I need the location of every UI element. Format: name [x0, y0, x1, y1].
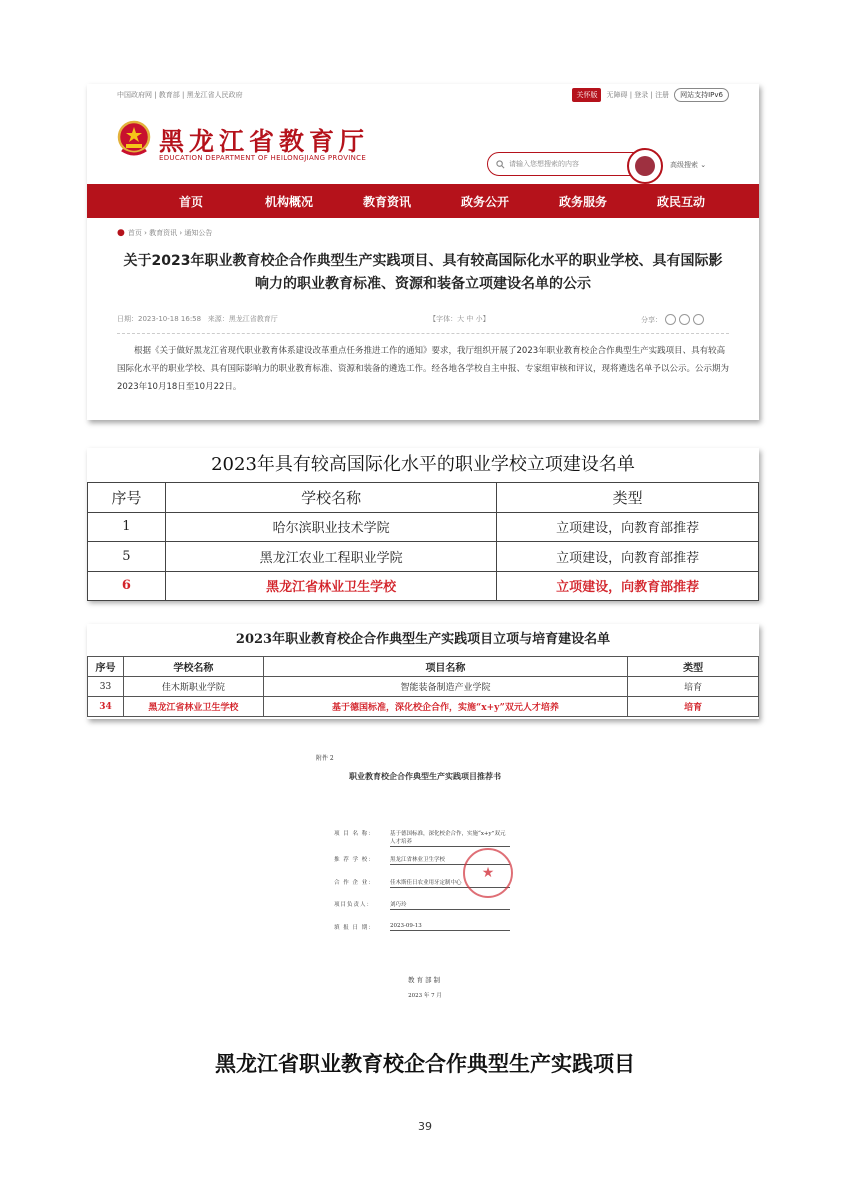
share-label: 分享： [640, 315, 662, 324]
field-label: 填 报 日 期： [334, 925, 375, 931]
official-seal-icon: ★ [463, 848, 513, 898]
field-value: 2023-09-13 [390, 923, 510, 931]
row-type: 培育 [628, 697, 759, 717]
table2-header: 项目名称 [263, 657, 627, 677]
table1-header: 学校名称 [165, 483, 496, 513]
school-name: 黑龙江省林业卫生学校 [165, 571, 496, 601]
table-row [88, 512, 759, 542]
table2-title: 2023年职业教育校企合作典型生产实践项目立项与培育建设名单 [235, 632, 611, 647]
site-title: 黑龙江省教育厅 [159, 127, 370, 156]
nav-services[interactable]: 政务服务 [558, 194, 607, 209]
search-placeholder: 请输入您想搜索的内容 [509, 160, 579, 168]
table2-header-row [88, 657, 759, 677]
field-value: 黑龙江省林业卫生学校 [390, 855, 510, 865]
row-number: 34 [88, 697, 124, 717]
nav-gov-affairs[interactable]: 政务公开 [460, 194, 509, 209]
project-name: 智能装备制造产业学院 [263, 677, 627, 697]
share-bar [641, 314, 704, 325]
row-type: 立项建设，向教育部推荐 [497, 542, 759, 572]
share-weibo-icon[interactable] [679, 314, 690, 325]
figure-caption: 黑龙江省职业教育校企合作典型生产实践项目 [215, 1052, 635, 1076]
search-icon [496, 160, 505, 169]
table1-header: 类型 [497, 483, 759, 513]
table2-header: 学校名称 [123, 657, 263, 677]
row-number: 1 [88, 512, 166, 542]
field-value: 基于德国标准，深化校企合作，实施“x+y”双元人才培养 [390, 829, 510, 847]
font-size-selector[interactable]: 【字体：大 中 小】 [429, 315, 490, 323]
form-title: 职业教育校企合作典型生产实践项目推荐书 [349, 771, 501, 781]
row-number: 33 [88, 677, 124, 697]
form-field [334, 829, 510, 847]
nav-interaction[interactable]: 政民互动 [656, 194, 705, 209]
location-pin-icon: ● [117, 228, 125, 238]
issue-date: 2023 年 7 月 [408, 993, 442, 999]
nav-home[interactable]: 首页 [178, 194, 203, 209]
nav-about[interactable]: 机构概况 [264, 194, 313, 209]
advanced-search-link[interactable]: 高级搜索 ⌄ [670, 161, 707, 169]
form-field [334, 900, 510, 910]
field-value: 刘巧玲 [390, 900, 510, 910]
international-schools-table-screenshot [87, 448, 759, 600]
page-number: 39 [418, 1120, 432, 1133]
row-type: 立项建设，向教育部推荐 [497, 512, 759, 542]
school-name: 黑龙江农业工程职业学院 [165, 542, 496, 572]
top-links[interactable]: 中国政府网 | 教育部 | 黑龙江省人民政府 [117, 91, 243, 99]
website-screenshot [87, 84, 759, 420]
recommendation-form-image [308, 745, 542, 1017]
table1-header-row [88, 483, 759, 513]
article-meta [87, 296, 759, 325]
field-label: 推 荐 学 校： [334, 857, 375, 863]
issuer: 教育部制 [408, 976, 442, 984]
project-name: 基于德国标准，深化校企合作，实施“x+y”双元人才培养 [263, 697, 627, 717]
search-button-icon [635, 156, 655, 176]
top-bar [87, 84, 759, 106]
table2 [87, 656, 759, 717]
field-value: 佳木斯佳日农业用牙定制中心 [390, 878, 510, 888]
site-subtitle: EDUCATION DEPARTMENT OF HEILONGJIANG PROVINCE [159, 154, 367, 162]
form-field [334, 923, 510, 931]
table2-header: 类型 [628, 657, 759, 677]
table2-header: 序号 [88, 657, 124, 677]
school-name: 哈尔滨职业技术学院 [165, 512, 496, 542]
table-row-highlighted [88, 697, 759, 717]
row-type: 立项建设，向教育部推荐 [497, 571, 759, 601]
row-type: 培育 [628, 677, 759, 697]
meta-date: 日期：2023-10-18 16:58 [117, 315, 202, 323]
table1-header: 序号 [88, 483, 166, 513]
table-row-highlighted [88, 571, 759, 601]
search-button[interactable] [627, 148, 663, 184]
main-nav [87, 184, 759, 218]
site-header [87, 106, 759, 184]
utility-links[interactable]: 无障碍 | 登录 | 注册 [606, 91, 670, 99]
table-row [88, 677, 759, 697]
attachment-label: 附件 2 [316, 755, 334, 762]
ipv6-badge: 网站支持IPv6 [674, 88, 729, 102]
row-number: 5 [88, 542, 166, 572]
school-name: 黑龙江省林业卫生学校 [123, 697, 263, 717]
national-emblem-icon [117, 120, 151, 158]
field-label: 合 作 企 业： [334, 880, 375, 886]
article-title: 关于2023年职业教育校企合作典型生产实践项目、具有较高国际化水平的职业学校、具有国际影响力的职业教育标准、资源和装备立项建设名单的公示 [123, 253, 723, 292]
school-name: 佳木斯职业学院 [123, 677, 263, 697]
field-label: 项目负责人： [334, 902, 374, 908]
practice-projects-table-screenshot [87, 624, 759, 719]
share-wechat-icon[interactable] [665, 314, 676, 325]
table1-title: 2023年具有较高国际化水平的职业学校立项建设名单 [211, 454, 635, 475]
meta-source: 来源：黑龙江省教育厅 [207, 315, 278, 323]
field-label: 项 目 名 称： [334, 831, 375, 837]
breadcrumb [87, 218, 759, 244]
table1 [87, 482, 759, 601]
table-row [88, 542, 759, 572]
nav-news[interactable]: 教育资讯 [362, 194, 411, 209]
article-body: 根据《关于做好黑龙江省现代职业教育体系建设改革重点任务推进工作的通知》要求，我厅组织开展了2023年职业教育校企合作典型生产实践项目、具有较高国际化水平的职业学校、具有国际影响力的职业教育标准、资源和装备的遴选工作。经各地各学校自主申报、专家组审核和评议，现将遴选名单予以公示。公示期为2023年10月18日至10月22日。 [117, 346, 730, 392]
share-qq-icon[interactable] [693, 314, 704, 325]
row-number: 6 [88, 571, 166, 601]
care-mode-button[interactable]: 关怀版 [572, 88, 601, 102]
breadcrumb-text[interactable]: 首页 › 教育资讯 › 通知公告 [127, 229, 213, 237]
